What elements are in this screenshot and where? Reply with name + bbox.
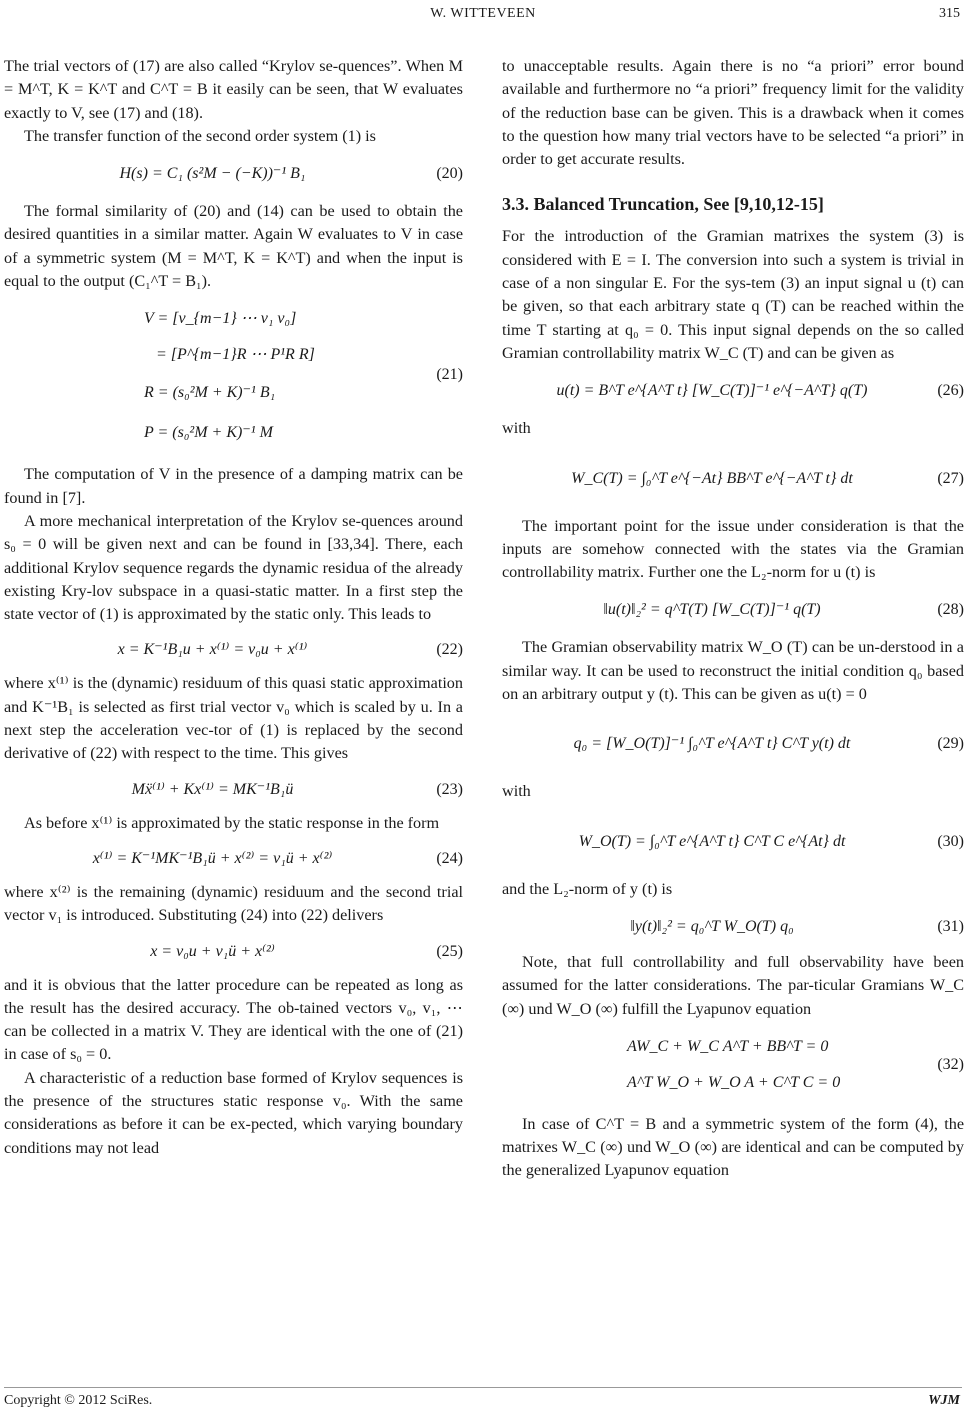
running-head-author: W. WITTEVEEN — [430, 6, 536, 21]
paragraph: with — [502, 419, 531, 438]
equation-24 — [4, 835, 463, 881]
paragraph: The computation of V in the presence of a damping matrix can be found in [7]. — [4, 465, 463, 507]
equation-20 — [4, 148, 463, 200]
equation-number: (20) — [436, 165, 463, 183]
equation-30 — [502, 804, 964, 878]
equation-number: (24) — [436, 849, 463, 867]
journal-abbreviation: WJM — [928, 1393, 960, 1408]
paragraph: The formal similarity of (20) and (14) can be used to obtain the desired quantities in a similar matter. Again W evaluates to V in case of a symmetric system (M = M^T, K = K^T) and when the input is equal to the output (C₁^T = B₁). — [4, 202, 463, 291]
equation-32 — [502, 1021, 964, 1113]
paragraph: The important point for the issue under consideration is that the inputs are somehow connected with the states via the Gramian controllability matrix. Further one the L₂-norm for u (t) is — [502, 516, 964, 582]
equation-number: (26) — [937, 382, 964, 400]
paragraph: The trial vectors of (17) are also called “Krylov se-quences”. When M = M^T, K = K^T and C^T = B it easily can be seen, that W evaluates exactly to V, see (17) and (18). — [4, 57, 463, 122]
section-heading: 3.3. Balanced Truncation, See [9,10,12-15] — [502, 194, 824, 215]
equation-row: V = [v_{m−1} ⋯ v₁ v₀] — [144, 310, 297, 328]
equation-body: x = v₀u + v₁ü + x⁽²⁾ — [150, 942, 275, 960]
equation-body: ‖u(t)‖₂² = q^T(T) [W_C(T)]⁻¹ q(T) — [603, 601, 821, 619]
paragraph: The Gramian observability matrix W_O (T) can be un-derstood in a similar way. It can be used to reconstruct the initial condition q₀ based on an arbitrary output y (t). This can be given as u(t) = 0 — [502, 638, 964, 704]
equation-row: P = (s₀²M + K)⁻¹ M — [144, 424, 273, 442]
paragraph: Note, that full controllability and full observability have been assumed for the latter considerations. The par-ticular Gramians W_C (∞) und W_O (∞) fulfill the Lyapunov equation — [502, 952, 964, 1018]
paragraph: and the L₂-norm of y (t) is — [502, 879, 673, 898]
right-column — [502, 55, 964, 1183]
equation-body: H(s) = C₁ (s²M − (−K))⁻¹ B₁ — [119, 165, 306, 183]
equation-29 — [502, 706, 964, 780]
equation-row: R = (s₀²M + K)⁻¹ B₁ — [144, 384, 276, 402]
paragraph: As before x⁽¹⁾ is approximated by the static response in the form — [24, 813, 440, 832]
equation-body: x = K⁻¹B₁u + x⁽¹⁾ = v₀u + x⁽¹⁾ — [117, 641, 308, 659]
equation-number: (25) — [436, 942, 463, 960]
equation-body: Mẍ⁽¹⁾ + Kx⁽¹⁾ = MK⁻¹B₁ü — [131, 780, 294, 798]
equation-22 — [4, 626, 463, 672]
paragraph: to unacceptable results. Again there is no “a priori” error bound available and furthermore no “a priori” frequency limit for the validity of the reduction base can be given. This is a drawback when it comes to the question how many trial vectors have to be selected “a priori” in order to get accurate results. — [502, 57, 964, 169]
equation-number: (28) — [937, 601, 964, 619]
equation-number: (27) — [937, 469, 964, 487]
equation-body: q₀ = [W_O(T)]⁻¹ ∫₀^T e^{A^T t} C^T y(t) dt — [573, 735, 851, 753]
equation-body: W_O(T) = ∫₀^T e^{A^T t} C^T C e^{At} dt — [578, 832, 846, 850]
paragraph: In case of C^T = B and a symmetric system of the form (4), the matrixes W_C (∞) und W_O (∞) are identical and can be computed by the generalized Lyapunov equation — [502, 1114, 964, 1180]
equation-number: (21) — [436, 366, 463, 384]
paragraph: A characteristic of a reduction base formed of Krylov sequences is the presence of the structures static response v₀. With the same considerations as before it can be ex-pected, which varying boundary conditions may not lead — [4, 1068, 463, 1157]
equation-number: (22) — [436, 641, 463, 659]
equation-body: ‖y(t)‖₂² = q₀^T W_O(T) q₀ — [630, 917, 794, 935]
equation-25 — [4, 928, 463, 974]
paragraph: and it is obvious that the latter procedure can be repeated as long as the result has the desired accuracy. The ob-tained vectors v₀, v₁, ⋯ can be collected in a matrix V. They are identical with the one of (21) in case of s₀ = 0. — [4, 975, 463, 1064]
page-number: 315 — [939, 6, 960, 21]
equation-row: AW_C + W_C A^T + BB^T = 0 — [627, 1037, 829, 1055]
left-column — [4, 55, 463, 1160]
paragraph: with — [502, 782, 531, 801]
footer-rule — [4, 1387, 962, 1388]
paragraph: where x⁽¹⁾ is the (dynamic) residuum of this quasi static approximation and K⁻¹B₁ is selected as first trial vector v₀ which is scaled by u. In a next step the acceleration vec-tor of (1) is replaced by the second derivative of (22) with respect to the time. This gives — [4, 674, 463, 763]
equation-27 — [502, 441, 964, 515]
equation-number: (23) — [436, 780, 463, 798]
equation-number: (30) — [937, 832, 964, 850]
equation-number: (31) — [937, 917, 964, 935]
equation-number: (29) — [937, 735, 964, 753]
paragraph: A more mechanical interpretation of the Krylov se-quences around s₀ = 0 will be given next and can be found in [33,34]. There, each additional Krylov sequence regards the dynamic residua of the already existing Kry-lov subspace in a quasi-static matter. In a first step the state vector of (1) is approximated by the static only. This leads to — [4, 511, 463, 624]
equation-21 — [4, 293, 463, 463]
equation-body: W_C(T) = ∫₀^T e^{−At} BB^T e^{−A^T t} dt — [571, 469, 853, 487]
paragraph: For the introduction of the Gramian matrixes the system (3) is considered with E = I. The conversion into such a system is trivial in case of a non singular E. For the sys-tem (3) an input signal u (t) can be given, so that each arbitrary state q (T) can be reached within the time T starting at q₀ = 0. This input signal depends on the so called Gramian controllability matrix W_C (T) and can be given as — [502, 227, 964, 362]
paragraph: The transfer function of the second order system (1) is — [24, 126, 376, 145]
equation-row: = [P^{m−1}R ⋯ P¹R R] — [156, 346, 315, 364]
paragraph: where x⁽²⁾ is the remaining (dynamic) residuum and the second trial vector v₁ is introduced. Substituting (24) into (22) delivers — [4, 882, 463, 925]
equation-26 — [502, 365, 964, 417]
page-header — [0, 6, 966, 28]
equation-28 — [502, 584, 964, 636]
equation-31 — [502, 901, 964, 951]
equation-number: (32) — [937, 1055, 964, 1073]
equation-body: u(t) = B^T e^{A^T t} [W_C(T)]⁻¹ e^{−A^T} q(T) — [556, 382, 868, 400]
equation-23 — [4, 766, 463, 812]
equation-row: A^T W_O + W_O A + C^T C = 0 — [627, 1073, 841, 1091]
equation-body: x⁽¹⁾ = K⁻¹MK⁻¹B₁ü + x⁽²⁾ = v₁ü + x⁽²⁾ — [92, 849, 333, 867]
copyright-notice: Copyright © 2012 SciRes. — [4, 1393, 153, 1408]
